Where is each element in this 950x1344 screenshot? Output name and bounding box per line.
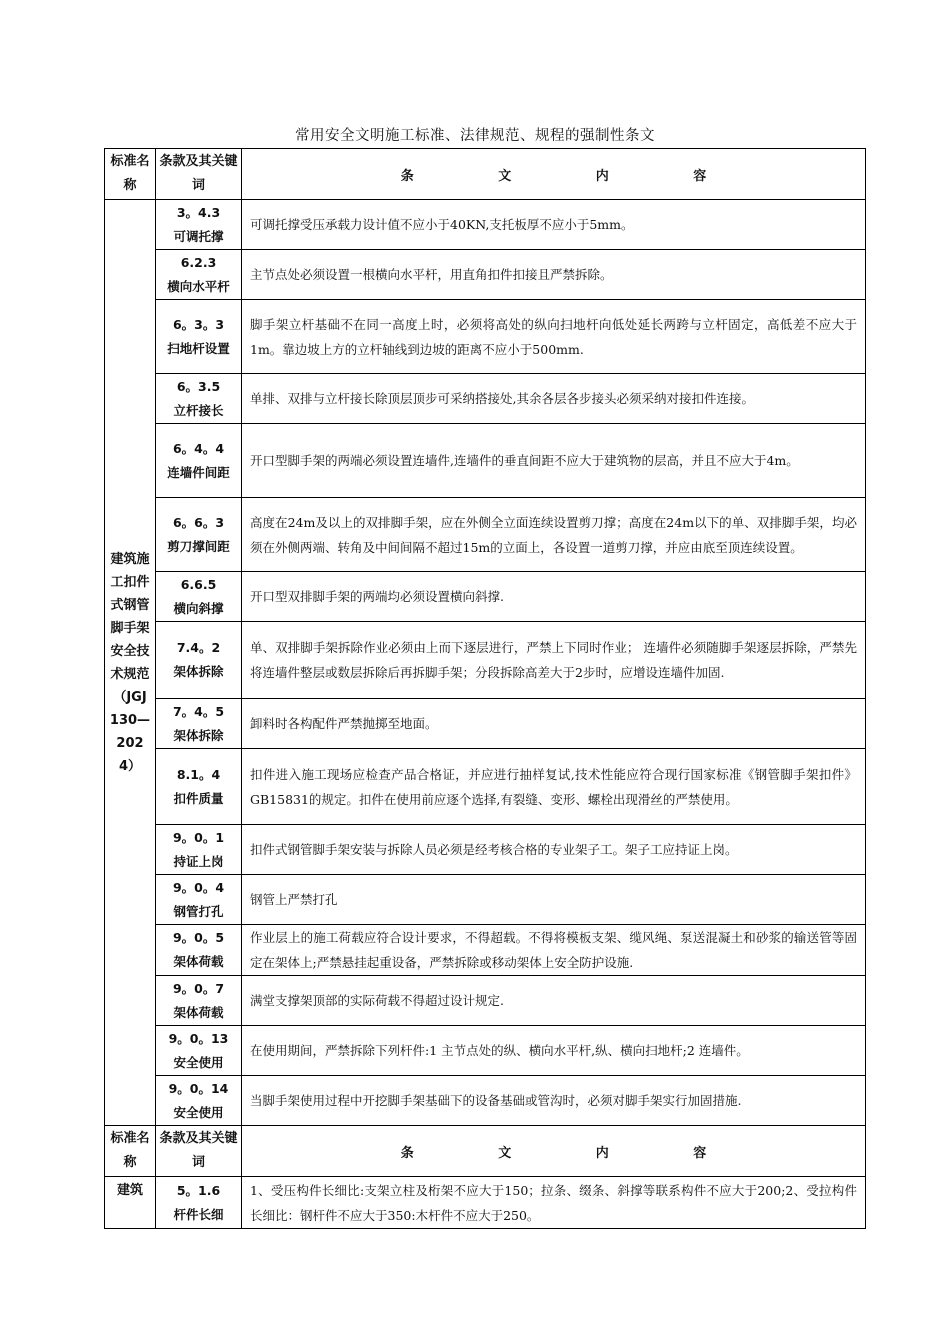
clause-content: 开口型双排脚手架的两端均必须设置横向斜撑. [242,572,866,622]
clause-keyword: 钢管打孔 [173,903,224,919]
clause-keyword: 架体荷载 [173,954,224,969]
clause-number: 6。4。4 [172,440,225,456]
table-row [105,498,866,572]
clause-content: 1、受压构件长细比:支架立柱及桁架不应大于150；拉条、缀条、斜撑等联系构件不应大于200;2、受拉构件长细比：钢杆件不应大于350:木杆件不应大于250。 [242,1177,866,1229]
clause-cell [156,498,242,572]
clause-cell [156,1177,242,1229]
clause-number: 6.6.5 [180,576,217,592]
clause-number: 9。0。5 [172,930,225,945]
clause-cell [156,374,242,424]
table-row [105,622,866,699]
clause-keyword: 剪刀撑间距 [167,538,230,554]
standards-table [104,148,866,1229]
clause-cell [156,572,242,622]
clause-cell [156,976,242,1026]
clause-number: 8.1。4 [176,766,221,782]
table-row [105,1177,866,1229]
clause-cell [156,1076,242,1126]
clause-cell [156,825,242,875]
header-standard-name: 标准名称 [105,149,156,200]
clause-cell [156,622,242,699]
clause-keyword: 架体拆除 [173,664,224,679]
table-row [105,1026,866,1076]
clause-keyword: 架体荷载 [173,1004,224,1020]
header-standard-name: 标准名称 [105,1126,156,1177]
table-row [105,749,866,825]
clause-number: 9。0。7 [172,980,225,996]
table-row [105,699,866,749]
clause-content: 满堂支撑架顶部的实际荷载不得超过设计规定. [242,976,866,1026]
clause-number: 6。6。3 [172,514,225,530]
clause-content: 在使用期间，严禁拆除下列杆件:1 主节点处的纵、横向水平杆,纵、横向扫地杆;2 连墙件。 [242,1026,866,1076]
clause-content: 钢管上严禁打孔 [242,875,866,925]
page-title: 常用安全文明施工标准、法律规范、规程的强制性条文 [295,128,655,144]
clause-content: 作业层上的施工荷载应符合设计要求，不得超载。不得将模板支架、缆风绳、泵送混凝土和砂浆的输送管等固定在架体上;严禁悬挂起重设备，严禁拆除或移动架体上安全防护设施. [242,925,866,976]
table-row [105,825,866,875]
clause-content: 当脚手架使用过程中开挖脚手架基础下的设备基础或管沟时，必须对脚手架实行加固措施. [242,1076,866,1126]
clause-number: 5。1.6 [176,1182,221,1198]
clause-number: 6。3。3 [172,316,225,332]
clause-keyword: 横向水平杆 [167,278,230,294]
clause-number: 3。4.3 [176,204,221,220]
clause-number: 6.2.3 [180,254,217,270]
clause-number: 7.4。2 [176,640,221,655]
clause-content: 单、双排脚手架拆除作业必须由上而下逐层进行，严禁上下同时作业； 连墙件必须随脚手架逐层拆除，严禁先将连墙件整层或数层拆除后再拆脚手架；分段拆除高差大于2步时，应增设连墙件加固. [242,622,866,699]
clause-cell [156,925,242,976]
clause-content: 高度在24m及以上的双排脚手架，应在外侧全立面连续设置剪刀撑；高度在24m以下的单、双排脚手架，均必须在外侧两端、转角及中间间隔不超过15m的立面上，各设置一道剪刀撑，并应由底至顶连续设置。 [242,498,866,572]
clause-content: 单排、双排与立杆接长除顶层顶步可采纳搭接处,其余各层各步接头必须采纳对接扣件连接。 [242,374,866,424]
header-clause-keyword: 条款及其关键词 [156,149,242,200]
header-clause-keyword: 条款及其关键词 [156,1126,242,1177]
table-row [105,300,866,374]
clause-number: 7。4。5 [172,703,225,719]
table-row [105,976,866,1026]
clause-keyword: 可调托撑 [173,228,224,244]
clause-cell [156,1026,242,1076]
clause-cell [156,200,242,250]
table-row [105,572,866,622]
header-content: 条 文 内 容 [242,149,866,200]
table-header-row-repeat [105,1126,866,1177]
table-header-row [105,149,866,200]
table-row [105,374,866,424]
clause-keyword: 横向斜撑 [173,600,224,616]
table-row [105,250,866,300]
clause-keyword: 安全使用 [173,1104,224,1120]
clause-keyword: 安全使用 [173,1054,224,1070]
clause-cell [156,699,242,749]
clause-keyword: 连墙件间距 [167,464,230,480]
header-content: 条 文 内 容 [242,1126,866,1177]
clause-content: 卸料时各构配件严禁抛掷至地面。 [242,699,866,749]
clause-content: 可调托撑受压承载力设计值不应小于40KN,支托板厚不应小于5mm。 [242,200,866,250]
clause-number: 9。0。14 [168,1080,229,1096]
clause-content: 扣件式钢管脚手架安装与拆除人员必须是经考核合格的专业架子工。架子工应持证上岗。 [242,825,866,875]
clause-cell [156,424,242,498]
clause-cell [156,875,242,925]
clause-number: 9。0。13 [168,1030,229,1046]
clause-content: 开口型脚手架的两端必须设置连墙件,连墙件的垂直间距不应大于建筑物的层高，并且不应大于4m。 [242,424,866,498]
clause-cell [156,749,242,825]
clause-keyword: 扫地杆设置 [167,340,230,356]
clause-number: 9。0。4 [172,879,225,895]
standard-name-cell: 建筑施工扣件式钢管脚手架安全技术规范（JGJ130—2024） [105,200,156,1126]
table-row [105,875,866,925]
table-row [105,424,866,498]
clause-cell [156,300,242,374]
clause-cell [156,250,242,300]
standard-name-cell: 建筑 [105,1177,156,1229]
clause-keyword: 持证上岗 [173,853,224,869]
table-row [105,200,866,250]
table-row [105,925,866,976]
clause-content: 扣件进入施工现场应检查产品合格证，并应进行抽样复试,技术性能应符合现行国家标准《钢管脚手架扣件》GB15831的规定。扣件在使用前应逐个选择,有裂缝、变形、螺栓出现滑丝的严禁使用。 [242,749,866,825]
clause-number: 6。3.5 [176,378,221,394]
clause-keyword: 杆件长细 [173,1206,224,1222]
table-row [105,1076,866,1126]
clause-keyword: 架体拆除 [173,727,224,743]
clause-keyword: 立杆接长 [173,402,224,418]
clause-content: 主节点处必须设置一根横向水平杆，用直角扣件扣接且严禁拆除。 [242,250,866,300]
clause-content: 脚手架立杆基础不在同一高度上时，必须将高处的纵向扫地杆向低处延长两跨与立杆固定，高低差不应大于1m。靠边坡上方的立杆轴线到边坡的距离不应小于500mm. [242,300,866,374]
clause-keyword: 扣件质量 [173,790,224,806]
clause-number: 9。0。1 [172,829,225,845]
